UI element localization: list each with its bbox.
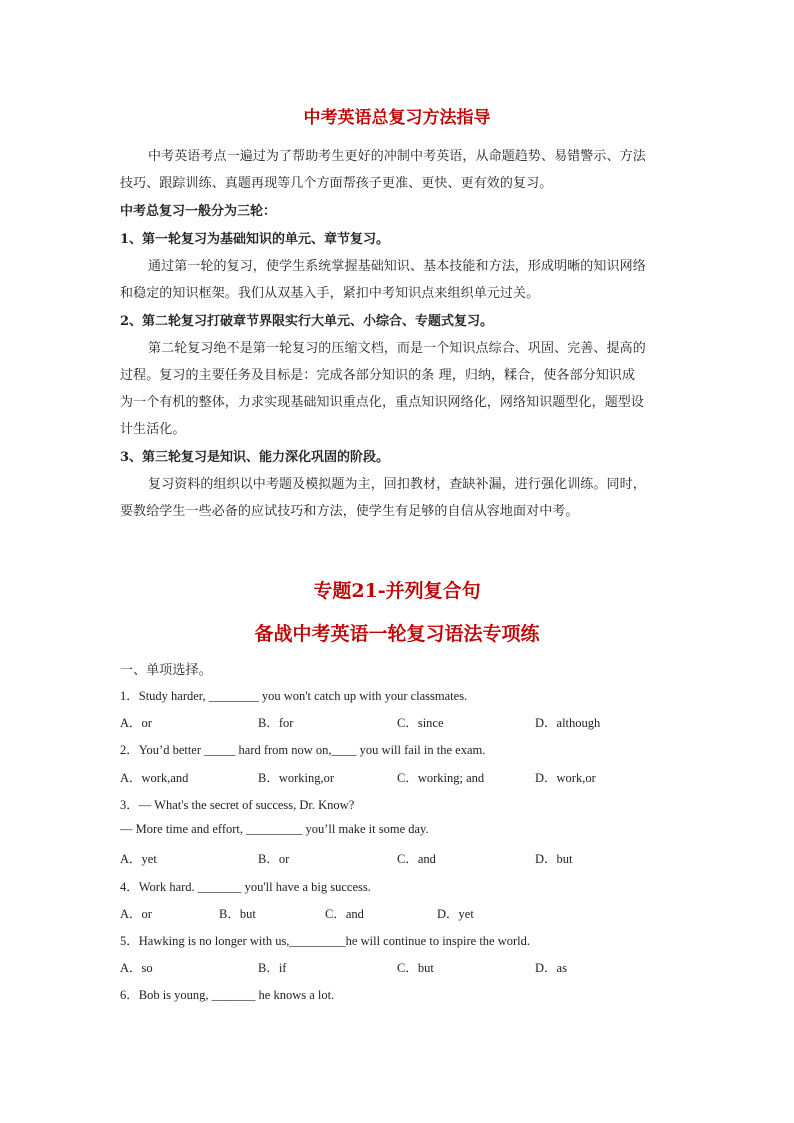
intro-line-1: 中考英语考点一遍过为了帮助考生更好的冲制中考英语，从命题趋势、易错警示、方法 <box>148 149 646 164</box>
question-5-option-c: C．but <box>397 961 434 975</box>
round2-line-4: 计生活化。 <box>120 422 186 437</box>
question-2-option-b: B．working,or <box>258 771 335 785</box>
question-2-option-d: D．work,or <box>535 771 596 785</box>
round2-heading: 2、第二轮复习打破章节界限实行大单元、小综合、专题式复习。 <box>120 314 494 329</box>
question-4-stem: 4．Work hard. _______ you'll have a big success. <box>120 880 371 894</box>
question-3-stem-2: — More time and effort, _________ you’ll make it some day. <box>120 822 429 836</box>
question-3-option-c: C．and <box>397 852 436 866</box>
question-1-option-a: A．or <box>120 716 152 730</box>
question-5-option-a: A．so <box>120 961 153 975</box>
question-2-option-a: A．work,and <box>120 771 189 785</box>
exercise-subtitle: 备战中考英语一轮复习语法专项练 <box>254 623 540 645</box>
question-4-option-d: D．yet <box>437 907 474 921</box>
question-2-option-c: C．working; and <box>397 771 485 785</box>
question-1-stem: 1．Study harder, ________ you won't catch up with your classmates. <box>120 689 468 703</box>
round2-line-3: 为一个有机的整体，力求实现基础知识重点化，重点知识网络化，网络知识题型化，题型设 <box>120 395 645 410</box>
round1-line-2: 和稳定的知识框架。我们从双基入手，紧扣中考知识点来组织单元过关。 <box>120 286 540 301</box>
round2-line-2: 过程。复习的主要任务及目标是：完成各部分知识的条 理，归纳，糅合，使各部分知识成 <box>120 368 636 383</box>
question-4-option-a: A．or <box>120 907 152 921</box>
rounds-heading: 中考总复习一般分为三轮： <box>120 204 277 219</box>
guide-title: 中考英语总复习方法指导 <box>303 108 491 128</box>
question-4-option-b: B．but <box>219 907 256 921</box>
question-1-option-c: C．since <box>397 716 444 730</box>
round3-line-2: 要教给学生一些必备的应试技巧和方法，使学生有足够的自信从容地面对中考。 <box>120 504 579 519</box>
question-5-option-d: D．as <box>535 961 567 975</box>
question-3-option-d: D．but <box>535 852 573 866</box>
question-5-stem: 5．Hawking is no longer with us,_________he will continue to inspire the world. <box>120 934 531 948</box>
question-3-option-a: A．yet <box>120 852 157 866</box>
round1-heading: 1、第一轮复习为基础知识的单元、章节复习。 <box>120 232 390 247</box>
question-4-option-c: C．and <box>325 907 364 921</box>
question-6-stem: 6．Bob is young, _______ he knows a lot. <box>120 988 335 1002</box>
question-3-option-b: B．or <box>258 852 290 866</box>
round3-line-1: 复习资料的组织以中考题及模拟题为主，回扣教材，查缺补漏，进行强化训练。同时， <box>148 477 646 492</box>
question-1-option-b: B．for <box>258 716 294 730</box>
section-label: 一、单项选择。 <box>120 663 212 678</box>
intro-line-2: 技巧、跟踪训练、真题再现等几个方面帮孩子更准、更快、更有效的复习。 <box>120 176 553 191</box>
question-2-stem: 2．You’d better _____ hard from now on,____ you will fail in the exam. <box>120 743 486 757</box>
question-3-stem: 3．— What's the secret of success, Dr. Know? <box>120 798 355 812</box>
round3-heading: 3、第三轮复习是知识、能力深化巩固的阶段。 <box>120 450 390 465</box>
question-5-option-b: B．if <box>258 961 287 975</box>
round1-line-1: 通过第一轮的复习，使学生系统掌握基础知识、基本技能和方法，形成明晰的知识网络 <box>148 259 646 274</box>
question-1-option-d: D．although <box>535 716 601 730</box>
topic-title: 专题21-并列复合句 <box>313 580 481 602</box>
round2-line-1: 第二轮复习绝不是第一轮复习的压缩文档，而是一个知识点综合、巩固、完善、提高的 <box>148 341 646 356</box>
